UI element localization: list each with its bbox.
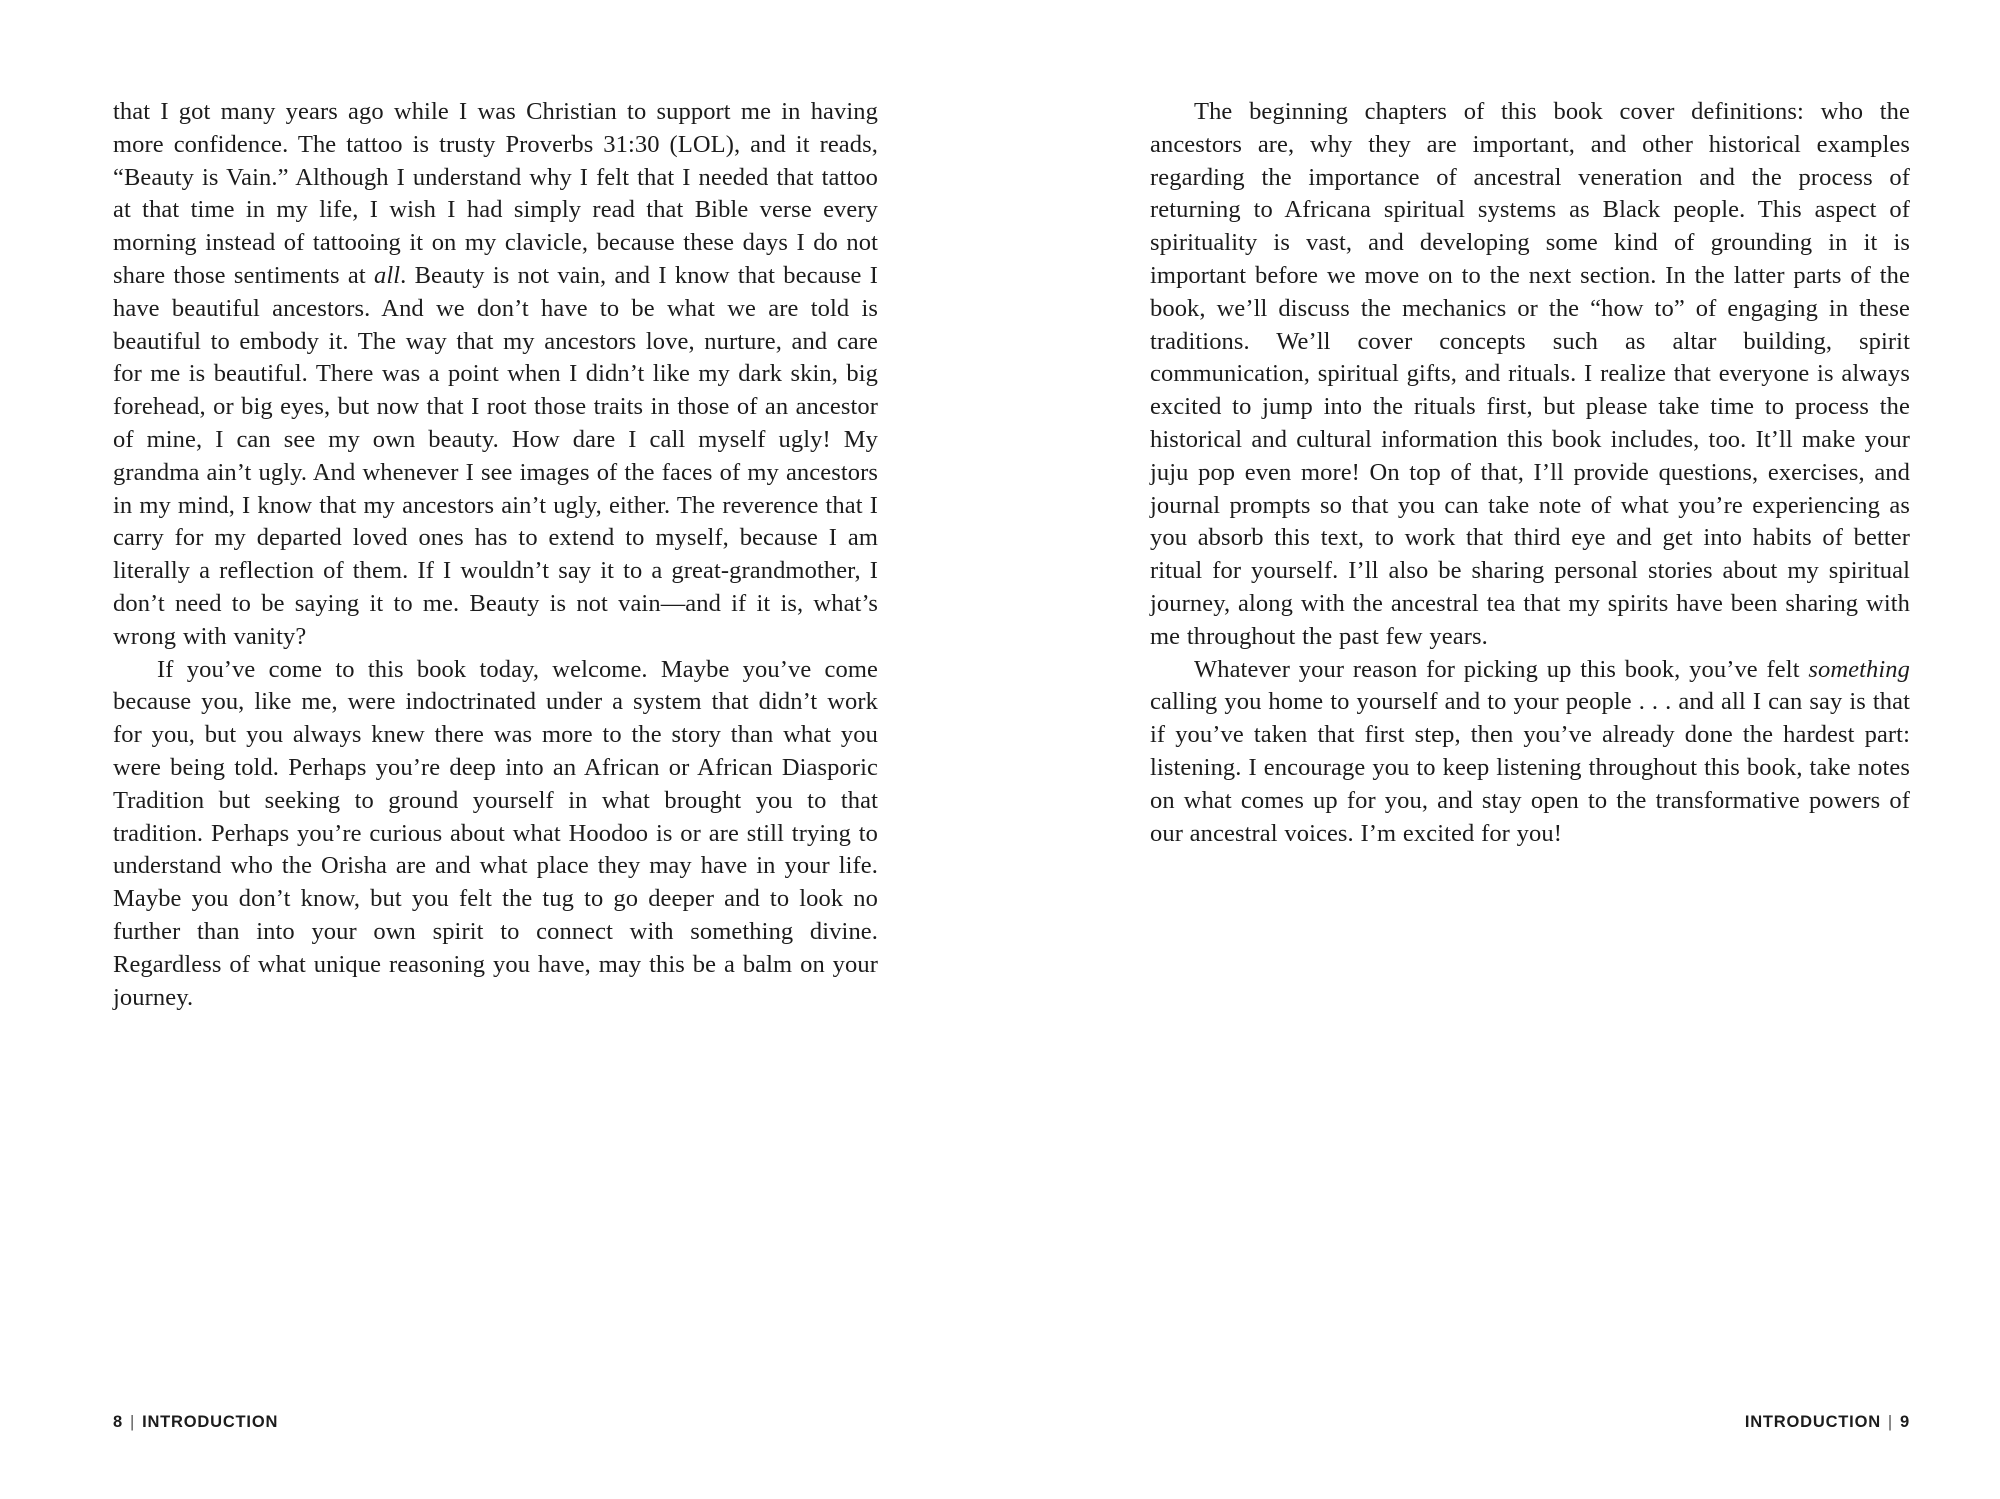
page-right bbox=[1150, 0, 1910, 1499]
paragraph: Whatever your reason for picking up this book, you’ve felt something calling you home to yourself and to your people . . . and all I can say is that if you’ve taken that first step, then you’ve already done the hardest part: listening. I encourage you to keep listening throughout this book, take notes on what comes up for you, and stay open to the transformative powers of our ancestral voices. I’m excited for you! bbox=[1150, 655, 1910, 847]
page-right-text bbox=[1150, 96, 1910, 850]
footer-separator: | bbox=[129, 1413, 136, 1431]
page-number: 9 bbox=[1900, 1413, 1910, 1431]
footer-separator: | bbox=[1887, 1413, 1894, 1431]
page-left-footer bbox=[113, 1413, 878, 1432]
page-left bbox=[113, 0, 878, 1499]
paragraph: The beginning chapters of this book cover definitions: who the ancestors are, why they are important, and other historical examples regarding the importance of ancestral veneration and the process of returning to Africana spiritual systems as Black people. This aspect of spirituality is vast, and developing some kind of grounding in it is important before we move on to the next section. In the latter parts of the book, we’ll discuss the mechanics or the “how to” of engaging in these traditions. We’ll cover concepts such as altar building, spirit communication, spiritual gifts, and rituals. I realize that everyone is always excited to jump into the rituals first, but please take time to process the historical and cultural information this book includes, too. It’ll make your juju pop even more! On top of that, I’ll provide questions, exercises, and journal prompts so that you can take note of what you’re experiencing as you absorb this text, to work that third eye and get into habits of better ritual for yourself. I’ll also be sharing personal stories about my spiritual journey, along with the ancestral tea that my spirits have been sharing with me throughout the past few years. bbox=[1150, 98, 1910, 650]
running-head: INTRODUCTION bbox=[142, 1413, 279, 1431]
page-right-footer bbox=[1150, 1413, 1910, 1432]
paragraph: that I got many years ago while I was Christian to support me in having more confidence. The tattoo is trusty Proverbs 31:30 (LOL), and it reads, “Beauty is Vain.” Although I understand why I felt that I needed that tattoo at that time in my life, I wish I had simply read that Bible verse every morning instead of tattooing it on my clavicle, because these days I do not share those sentiments at all. Beauty is not vain, and I know that because I have beautiful ancestors. And we don’t have to be what we are told is beautiful to embody it. The way that my ancestors love, nurture, and care for me is beautiful. There was a point when I didn’t like my dark skin, big forehead, or big eyes, but now that I root those traits in those of an ancestor of mine, I can see my own beauty. How dare I call myself ugly! My grandma ain’t ugly. And whenever I see images of the faces of my ancestors in my mind, I know that my ancestors ain’t ugly, either. The reverence that I carry for my departed loved ones has to extend to myself, because I am literally a reflection of them. If I wouldn’t say it to a great-grandmother, I don’t need to be saying it to me. Beauty is not vain—and if it is, what’s wrong with vanity? bbox=[113, 98, 878, 650]
paragraph: If you’ve come to this book today, welcome. Maybe you’ve come because you, like me, were indoctrinated under a system that didn’t work for you, but you always knew there was more to the story than what you were being told. Perhaps you’re deep into an African or African Diasporic Tradition but seeking to ground yourself in what brought you to that tradition. Perhaps you’re curious about what Hoodoo is or are still trying to understand who the Orisha are and what place they may have in your life. Maybe you don’t know, but you felt the tug to go deeper and to look no further than into your own spirit to connect with something divine. Regardless of what unique reasoning you have, may this be a balm on your journey. bbox=[113, 655, 878, 1011]
page-number: 8 bbox=[113, 1413, 123, 1431]
running-head: INTRODUCTION bbox=[1744, 1413, 1881, 1431]
page-left-text bbox=[113, 96, 878, 1014]
